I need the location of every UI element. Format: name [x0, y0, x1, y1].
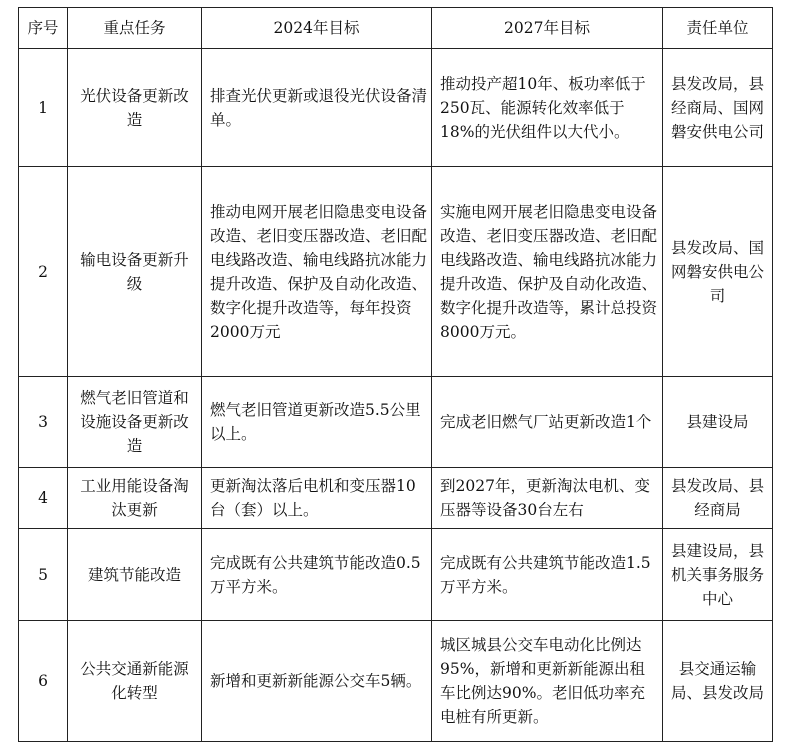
cell-unit: 县发改局，县经商局、国网磐安供电公司 — [663, 49, 773, 167]
cell-goal-2027: 完成既有公共建筑节能改造1.5万平方米。 — [432, 529, 663, 621]
table-row — [19, 49, 773, 167]
cell-unit: 县建设局，县机关事务服务中心 — [663, 529, 773, 621]
header-task: 重点任务 — [68, 8, 202, 49]
cell-goal-2027: 城区城县公交车电动化比例达95%，新增和更新新能源出租车比例达90%。老旧低功率充电桩有所更新。 — [432, 621, 663, 742]
cell-no: 5 — [19, 529, 68, 621]
cell-task: 建筑节能改造 — [68, 529, 202, 621]
cell-no: 6 — [19, 621, 68, 742]
cell-task: 工业用能设备淘汰更新 — [68, 468, 202, 529]
header-goal-2024: 2024年目标 — [202, 8, 432, 49]
table-row — [19, 377, 773, 468]
cell-task: 公共交通新能源化转型 — [68, 621, 202, 742]
cell-goal-2024: 排查光伏更新或退役光伏设备清单。 — [202, 49, 432, 167]
cell-unit: 县建设局 — [663, 377, 773, 468]
cell-goal-2027: 推动投产超10年、板功率低于250瓦、能源转化效率低于18%的光伏组件以大代小。 — [432, 49, 663, 167]
table-row — [19, 167, 773, 377]
cell-goal-2024: 新增和更新新能源公交车5辆。 — [202, 621, 432, 742]
cell-unit: 县发改局、县经商局 — [663, 468, 773, 529]
cell-goal-2027: 实施电网开展老旧隐患变电设备改造、老旧变压器改造、老旧配电线路改造、输电线路抗冰能力提升改造、保护及自动化改造、数字化提升改造等，累计总投资8000万元。 — [432, 167, 663, 377]
table-header-row — [19, 8, 773, 49]
header-goal-2027: 2027年目标 — [432, 8, 663, 49]
cell-goal-2024: 推动电网开展老旧隐患变电设备改造、老旧变压器改造、老旧配电线路改造、输电线路抗冰能力提升改造、保护及自动化改造、数字化提升改造等，每年投资2000万元 — [202, 167, 432, 377]
table-row — [19, 468, 773, 529]
cell-goal-2024: 完成既有公共建筑节能改造0.5万平方米。 — [202, 529, 432, 621]
cell-goal-2024: 更新淘汰落后电机和变压器10台（套）以上。 — [202, 468, 432, 529]
cell-task: 光伏设备更新改造 — [68, 49, 202, 167]
header-no: 序号 — [19, 8, 68, 49]
cell-no: 1 — [19, 49, 68, 167]
cell-task: 燃气老旧管道和设施设备更新改造 — [68, 377, 202, 468]
cell-unit: 县发改局、国网磐安供电公司 — [663, 167, 773, 377]
cell-goal-2024: 燃气老旧管道更新改造5.5公里以上。 — [202, 377, 432, 468]
cell-no: 2 — [19, 167, 68, 377]
cell-no: 4 — [19, 468, 68, 529]
header-unit: 责任单位 — [663, 8, 773, 49]
cell-unit: 县交通运输局、县发改局 — [663, 621, 773, 742]
key-tasks-table — [18, 7, 773, 742]
cell-goal-2027: 完成老旧燃气厂站更新改造1个 — [432, 377, 663, 468]
cell-no: 3 — [19, 377, 68, 468]
cell-goal-2027: 到2027年，更新淘汰电机、变压器等设备30台左右 — [432, 468, 663, 529]
table-row — [19, 621, 773, 742]
table-row — [19, 529, 773, 621]
cell-task: 输电设备更新升级 — [68, 167, 202, 377]
